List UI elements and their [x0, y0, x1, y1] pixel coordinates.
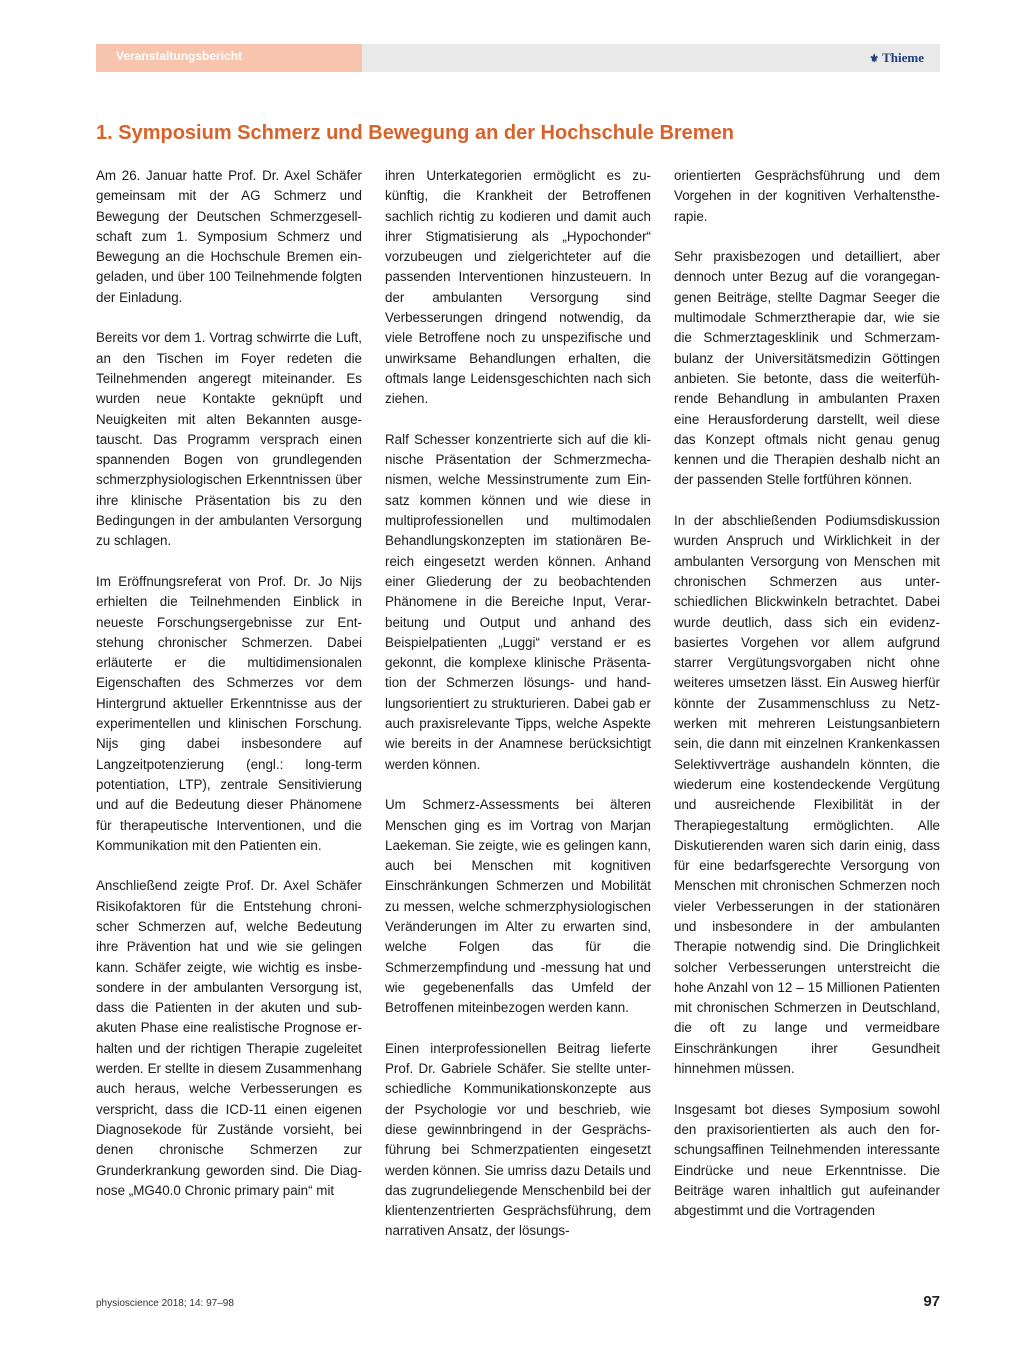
paragraph: Im Eröffnungsreferat von Prof. Dr. Jo Nijs erhielten die Teilnehmenden Einblick in neueste Forschungsergebnisse zur Entstehung chronischer Schmerzen. Dabei erläuterte er die multidimensionalen Eigenschaften des Schmerzes vor dem Hintergrund aktueller Erkenntnisse aus der experimentellen und klinischen Forschung. Nijs ging dabei insbesondere auf Langzeitpotenzierung (engl.: long-term potentiation, LTP), zentrale Sensitivierung und auf die Bedeutung dieser Phänomene für therapeutische Interventionen, und die Kommunikation mit den Patienten ein.: [96, 573, 362, 853]
paragraph: orientierten Gesprächsführung und dem Vorgehen in der kognitiven Verhaltenstherapie.: [674, 168, 940, 224]
article-body: [96, 166, 940, 1256]
section-tag: Veranstaltungsbericht: [96, 44, 362, 72]
paragraph: Um Schmerz-Assessments bei älteren Menschen ging es im Vortrag von Marjan Laekeman. Sie zeigte, wie es gelingen kann, auch bei Menschen mit kognitiven Einschränkungen Schmerzen und Mobilität zu messen, welche schmerzphysiologischen Veränderungen im Alter zu erwarten sind, welche Folgen das für die Schmerzempfindung und -messung hat und wie gegebenenfalls das Umfeld der Betroffenen miteinbezogen werden kann.: [385, 797, 651, 1016]
text-column-2: [385, 166, 651, 1242]
paragraph: Insgesamt bot dieses Symposium sowohl den praxisorientierten als auch den forschungsaffinen Teilnehmenden interessante Eindrücke und neue Erkenntnisse. Die Beiträge waren inhaltlich gut aufeinander abgestimmt und die Vortragenden: [674, 1101, 940, 1219]
header-bar: [96, 44, 940, 72]
text-column-1: [96, 166, 362, 1201]
paragraph: Am 26. Januar hatte Prof. Dr. Axel Schäfer gemeinsam mit der AG Schmerz und Bewegung der Deutschen Schmerzgesellschaft zum 1. Symposium Schmerz und Bewegung an die Hochschule Bremen eingeladen, und über 100 Teilnehmende folgten der Einladung.: [96, 168, 362, 305]
page-number: 97: [923, 1293, 940, 1310]
paragraph: In der abschließenden Podiumsdiskussion wurden Anspruch und Wirklichkeit in der ambulanten Versorgung von Menschen mit chronischen Schmerzen aus unterschiedlichen Blickwinkeln betrachtet. Dabei wurde deutlich, dass sich ein evidenzbasiertes Vorgehen vor allem aufgrund starrer Vergütungsvorgaben nicht ohne weiteres umsetzen lässt. Ein Ausweg hierfür könnte der Zusammenschluss zu Netzwerken mit mehreren Leistungsanbietern sein, die dann mit einzelnen Krankenkassen Selektivverträge aushandeln könnten, die wiederum eine kostendeckende Vergütung und ausreichende Flexibilität in der Therapiegestaltung ermöglichten. Alle Diskutierenden waren sich darin einig, dass für eine bedarfsgerechte Versorgung von Menschen mit chronischen Schmerzen noch vieler Verbesserungen in der stationären und insbesondere in der ambulanten Therapie notwendig sind. Die Dringlichkeit solcher Verbesserungen unterstreicht die hohe Anzahl von 12 – 15 Millionen Patienten mit chronischen Schmerzen in Deutschland, die oft zu lange und vermeidbare Einschränkungen ihrer Gesundheit hinnehmen müssen.: [674, 513, 940, 1077]
thieme-logo-icon: ⚜: [869, 53, 880, 65]
paragraph: Ralf Schesser konzentrierte sich auf die klinische Präsentation der Schmerzmechanismen, welche Messinstrumente zum Einsatz kommen können und wie diese in multiprofessionellen und multimodalen Behandlungskonzepten im stationären Bereich eingesetzt werden können. Anhand einer Gliederung der zu beobachtenden Phänomene in die Bereiche Input, Verarbeitung und Output und anhand des Beispielpatienten „Luggi“ verstand er es gekonnt, die komplexe klinische Präsentation der Schmerzen lösungs- und handlungsorientiert zu strukturieren. Dabei gab er auch praxisrelevante Tipps, welche Aspekte wie bereits in der Anamnese berücksichtigt werden können.: [385, 431, 651, 772]
paragraph: Anschließend zeigte Prof. Dr. Axel Schäfer Risikofaktoren für die Entstehung chronischer Schmerzen auf, welche Bedeutung ihre Prävention hat und wie sie gelingen kann. Schäfer zeigte, wie wichtig es insbesondere in der ambulanten Versorgung ist, dass die Patienten in der akuten und subakuten Phase eine realistische Prognose erhalten und der richtigen Therapie zugeleitet werden. Er stellte in diesem Zusammenhang auch heraus, welche Verbesserungen es verspricht, dass die ICD-11 einen eigenen Diagnosekode für Zustände vorsieht, bei denen chronische Schmerzen zur Grunderkrankung geworden sind. Die Diagnose „MG40.0 Chronic primary pain“ mit: [96, 878, 362, 1198]
paragraph: Bereits vor dem 1. Vortrag schwirrte die Luft, an den Tischen im Foyer redeten die Teilnehmenden angeregt miteinander. Es wurden neue Kontakte geknüpft und Neuigkeiten mit alten Bekannten ausgetauscht. Das Programm versprach einen spannenden Bogen von grundlegenden schmerzphysiologischen Erkenntnissen über ihre klinische Präsentation bis zu den Bedingungen in der ambulanten Versorgung zu schlagen.: [96, 330, 362, 549]
article-title: 1. Symposium Schmerz und Bewegung an der Hochschule Bremen: [96, 122, 734, 144]
publisher-logo: [869, 44, 924, 72]
publisher-name: Thieme: [882, 50, 924, 65]
paragraph: ihren Unterkategorien ermöglicht es zukünftig, die Krankheit der Betroffenen sachlich richtig zu kodieren und damit auch ihrer Stigmatisierung als „Hypochonder“ vorzubeugen und zielgerichteter auf die passenden Interventionen hinzusteuern. In der ambulanten Versorgung sind Verbesserungen dringend notwendig, da viele Betroffene noch zu unspezifische und unwirksame Behandlungen erhalten, die oftmals lange Leidensgeschichten nach sich ziehen.: [385, 168, 651, 407]
journal-citation: physioscience 2018; 14: 97–98: [96, 1298, 234, 1309]
paragraph: Einen interprofessionellen Beitrag lieferte Prof. Dr. Gabriele Schäfer. Sie stellte unterschiedliche Kommunikationskonzepte aus der Psychologie vor und beschrieb, wie diese gewinnbringend in der Gesprächsführung bei Schmerzpatienten eingesetzt werden können. Sie umriss dazu Details und das zugrundeliegende Menschenbild bei der klientenzentrierten Gesprächsführung, dem narrativen Ansatz, der lösungs-: [385, 1040, 651, 1239]
text-column-3: [674, 166, 940, 1221]
paragraph: Sehr praxisbezogen und detailliert, aber dennoch unter Bezug auf die vorangegangenen Beiträge, stellte Dagmar Seeger die multimodale Schmerztherapie dar, wie sie die Schmerztagesklinik und Schmerzambulanz der Universitätsmedizin Göttingen anbieten. Sie betonte, dass die weiterführende Behandlung in ambulanten Praxen eine Herausforderung darstellt, weil diese das Konzept oftmals nicht genau genug kennen und die Therapien deshalb nicht an der passenden Stelle fortführen können.: [674, 249, 940, 488]
